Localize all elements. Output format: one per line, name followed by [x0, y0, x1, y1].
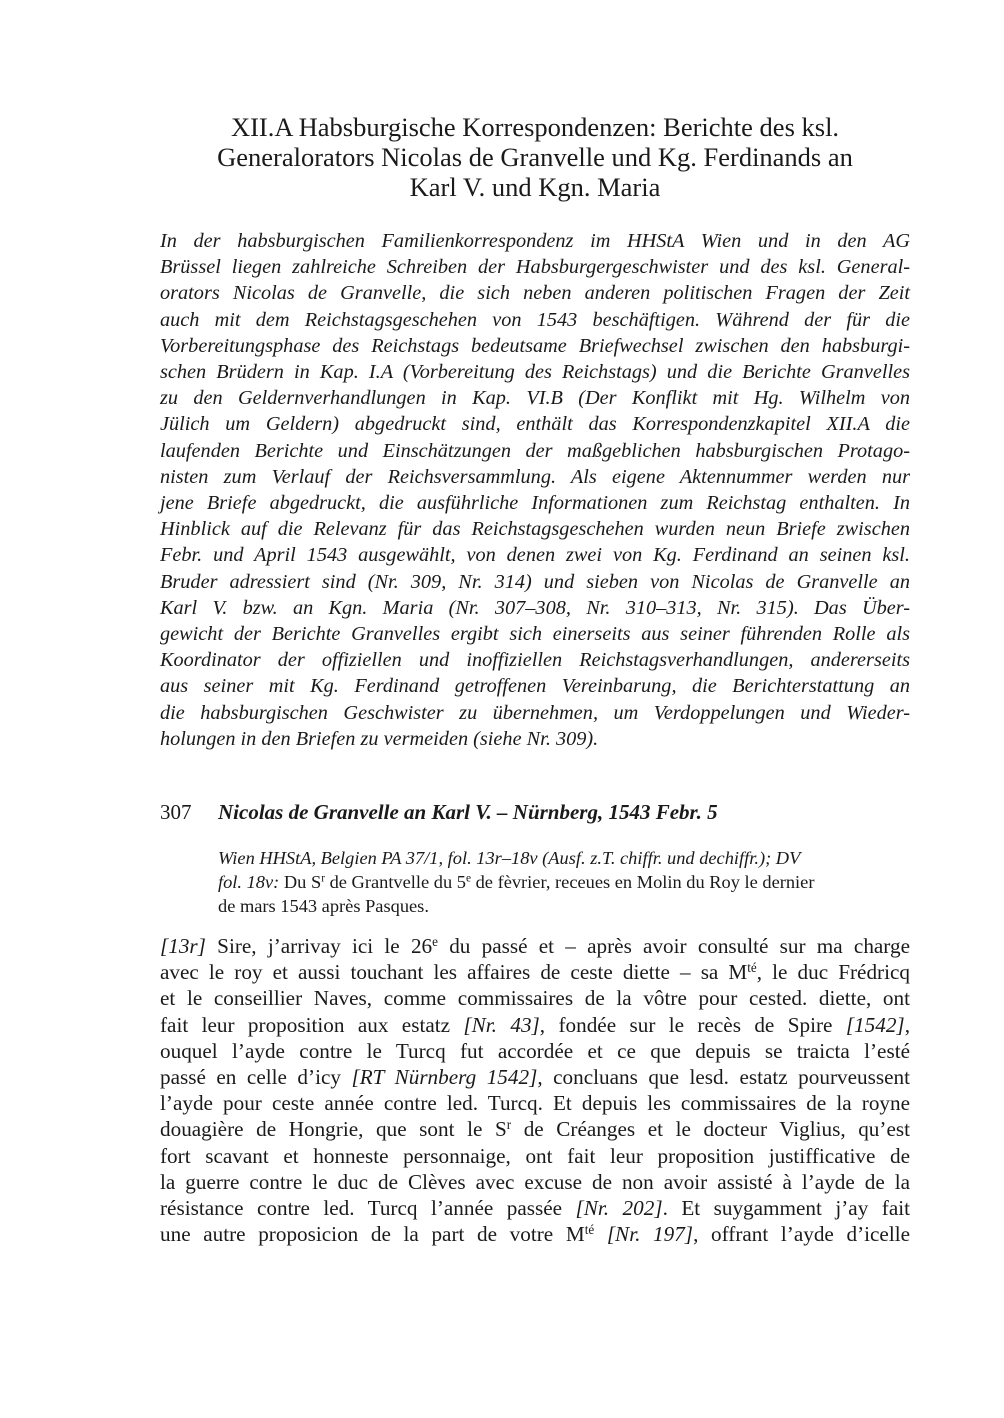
body-line: la guerre contre le duc de Clèves avec excuse de non avoir assisté à l’ayde de la	[160, 1169, 910, 1194]
superscript: e	[465, 872, 472, 885]
source-text: de Grantvelle du 5	[325, 872, 466, 893]
body-text: résistance contre led. Turcq l’année passée	[160, 1196, 576, 1221]
body-line	[160, 1064, 910, 1090]
document-title: Nicolas de Granvelle an Karl V. – Nürnberg, 1543 Febr. 5	[218, 800, 718, 825]
body-text: , fondée sur le recès de Spire	[539, 1012, 846, 1037]
cross-reference: [Nr. 202]	[575, 1196, 663, 1221]
intro-line: nisten zum Verlauf der Reichsversammlung. Als eigene Aktennummer werden nur	[160, 465, 910, 488]
body-line: ouquel l’ayde contre le Turcq fut accordée et ce que depuis se traicta l’esté	[160, 1038, 910, 1063]
body-text: une autre proposicion de la part de votre M	[160, 1222, 585, 1247]
intro-line: Brüssel liegen zahlreiche Schreiben der Habsburgergeschwister und des ksl. General-	[160, 256, 910, 279]
body-line	[160, 933, 910, 959]
chapter-introduction	[160, 228, 910, 752]
body-line	[160, 1195, 910, 1221]
superscript: té	[747, 960, 757, 976]
intro-line: schen Brüdern in Kap. I.A (Vorbereitung des Reichstags) und die Berichte Granvelles	[160, 361, 910, 384]
chapter-title-line: XII.A Habsburgische Korrespondenzen: Berichte des ksl.	[230, 112, 840, 142]
source-line	[218, 870, 910, 894]
chapter-title-line: Karl V. und Kgn. Maria	[409, 172, 661, 202]
superscript: té	[584, 1222, 595, 1238]
source-text: de fèvrier, receues en Molin du Roy le dernier	[471, 872, 815, 893]
superscript: e	[432, 933, 438, 949]
body-text: passé en celle d’icy	[160, 1065, 352, 1090]
chapter-title	[160, 112, 910, 202]
intro-line: die habsburgischen Geschwister zu übernehmen, um Verdoppelungen und Wieder-	[160, 701, 910, 724]
body-line	[160, 959, 910, 985]
cross-reference: [1542]	[845, 1012, 905, 1037]
body-text: , le duc Frédricq	[756, 960, 910, 985]
source-archive-reference: Wien HHStA, Belgien PA 37/1, fol. 13r–18v (Ausf. z.T. chiffr. und dechiffr.); DV	[218, 848, 801, 869]
document-source-note	[218, 846, 910, 918]
intro-line: laufenden Berichte und Einschätzungen der maßgeblichen habsburgischen Protago-	[160, 439, 910, 462]
intro-line: Jülich um Geldern) abgedruckt sind, enthält das Korrespondenzkapitel XII.A die	[160, 413, 910, 436]
body-text: , offrant l’ayde d’icelle	[693, 1222, 910, 1247]
document-heading	[160, 799, 910, 825]
body-text: avec le roy et aussi touchant les affaires de ceste diette – sa M	[160, 960, 748, 985]
intro-line: Karl V. bzw. an Kgn. Maria (Nr. 307–308, Nr. 310–313, Nr. 315). Das Über-	[160, 596, 910, 619]
cross-reference: [RT Nürnberg 1542]	[351, 1065, 538, 1090]
body-text: du passé et – après avoir consulté sur ma charge	[437, 934, 910, 959]
body-line	[160, 1012, 910, 1038]
body-text	[594, 1222, 607, 1246]
document-number: 307	[160, 800, 192, 825]
cross-reference: [Nr. 43]	[463, 1012, 540, 1037]
body-line	[160, 1116, 910, 1142]
body-text: de Créanges et le docteur Viglius, qu’est	[511, 1117, 910, 1142]
intro-line: Febr. und April 1543 ausgewählt, von denen zwei von Kg. Ferdinand an seinen ksl.	[160, 544, 910, 567]
cross-reference: [Nr. 197]	[606, 1222, 694, 1247]
intro-line: aus seiner mit Kg. Ferdinand getroffenen Vereinbarung, die Berichterstattung an	[160, 675, 910, 698]
body-text: Sire, j’arrivay ici le 26	[205, 934, 433, 959]
source-line: de mars 1543 après Pasques.	[218, 896, 429, 917]
superscript: r	[506, 1117, 512, 1133]
intro-line: Bruder adressiert sind (Nr. 309, Nr. 314) und sieben von Nicolas de Granvelle an	[160, 570, 910, 593]
intro-line: auch mit dem Reichstagsgeschehen von 1543 beschäftigen. Während der für die	[160, 308, 910, 331]
chapter-title-line: Generalorators Nicolas de Granvelle und Kg. Ferdinands an	[217, 142, 853, 172]
intro-line: Vorbereitungsphase des Reichstags bedeutsame Briefwechsel zwischen den habsburgi-	[160, 334, 910, 357]
intro-line: orators Nicolas de Granvelle, die sich neben anderen politischen Fragen der Zeit	[160, 282, 910, 305]
body-text: fait leur proposition aux estatz	[160, 1012, 464, 1037]
body-line: l’ayde pour ceste année contre led. Turcq. Et depuis les commissaires de la royne	[160, 1091, 910, 1116]
document-body	[160, 933, 910, 1247]
body-text: . Et suygamment j’ay fait	[662, 1196, 910, 1221]
superscript: r	[321, 872, 325, 885]
body-line	[160, 1221, 910, 1247]
folio-reference: [13r]	[160, 934, 206, 959]
intro-line: zu den Geldernverhandlungen in Kap. VI.B (Der Konflikt mit Hg. Wilhelm von	[160, 387, 910, 410]
body-text: , concluans que lesd. estatz pourveussent	[537, 1065, 910, 1090]
page	[160, 112, 910, 1248]
intro-line: jene Briefe abgedruckt, die ausführliche Informationen zum Reichstag enthalten. In	[160, 492, 910, 515]
intro-line: gewicht der Berichte Granvelles ergibt sich einerseits aus seiner führenden Rolle als	[160, 623, 910, 646]
body-line: fort scavant et honneste personnaige, ont fait leur proposition justifficative de	[160, 1143, 910, 1168]
body-text: douagière de Hongrie, que sont le S	[160, 1117, 507, 1142]
body-line: et le conseillier Naves, comme commissaires de la vôtre pour cested. diette, ont	[160, 986, 910, 1011]
intro-line: holungen in den Briefen zu vermeiden (siehe Nr. 309).	[160, 727, 599, 750]
intro-line: Koordinator der offiziellen und inoffiziellen Reichstagsverhandlungen, andererseits	[160, 649, 910, 672]
source-folio: fol. 18v:	[218, 872, 280, 893]
source-text: Du S	[279, 872, 322, 893]
intro-line: Hinblick auf die Relevanz für das Reichstagsgeschehen wurden neun Briefe zwischen	[160, 518, 910, 541]
intro-line: In der habsburgischen Familienkorrespondenz im HHStA Wien und in den AG	[160, 230, 910, 252]
source-line	[218, 846, 910, 870]
body-text: ,	[904, 1012, 910, 1037]
